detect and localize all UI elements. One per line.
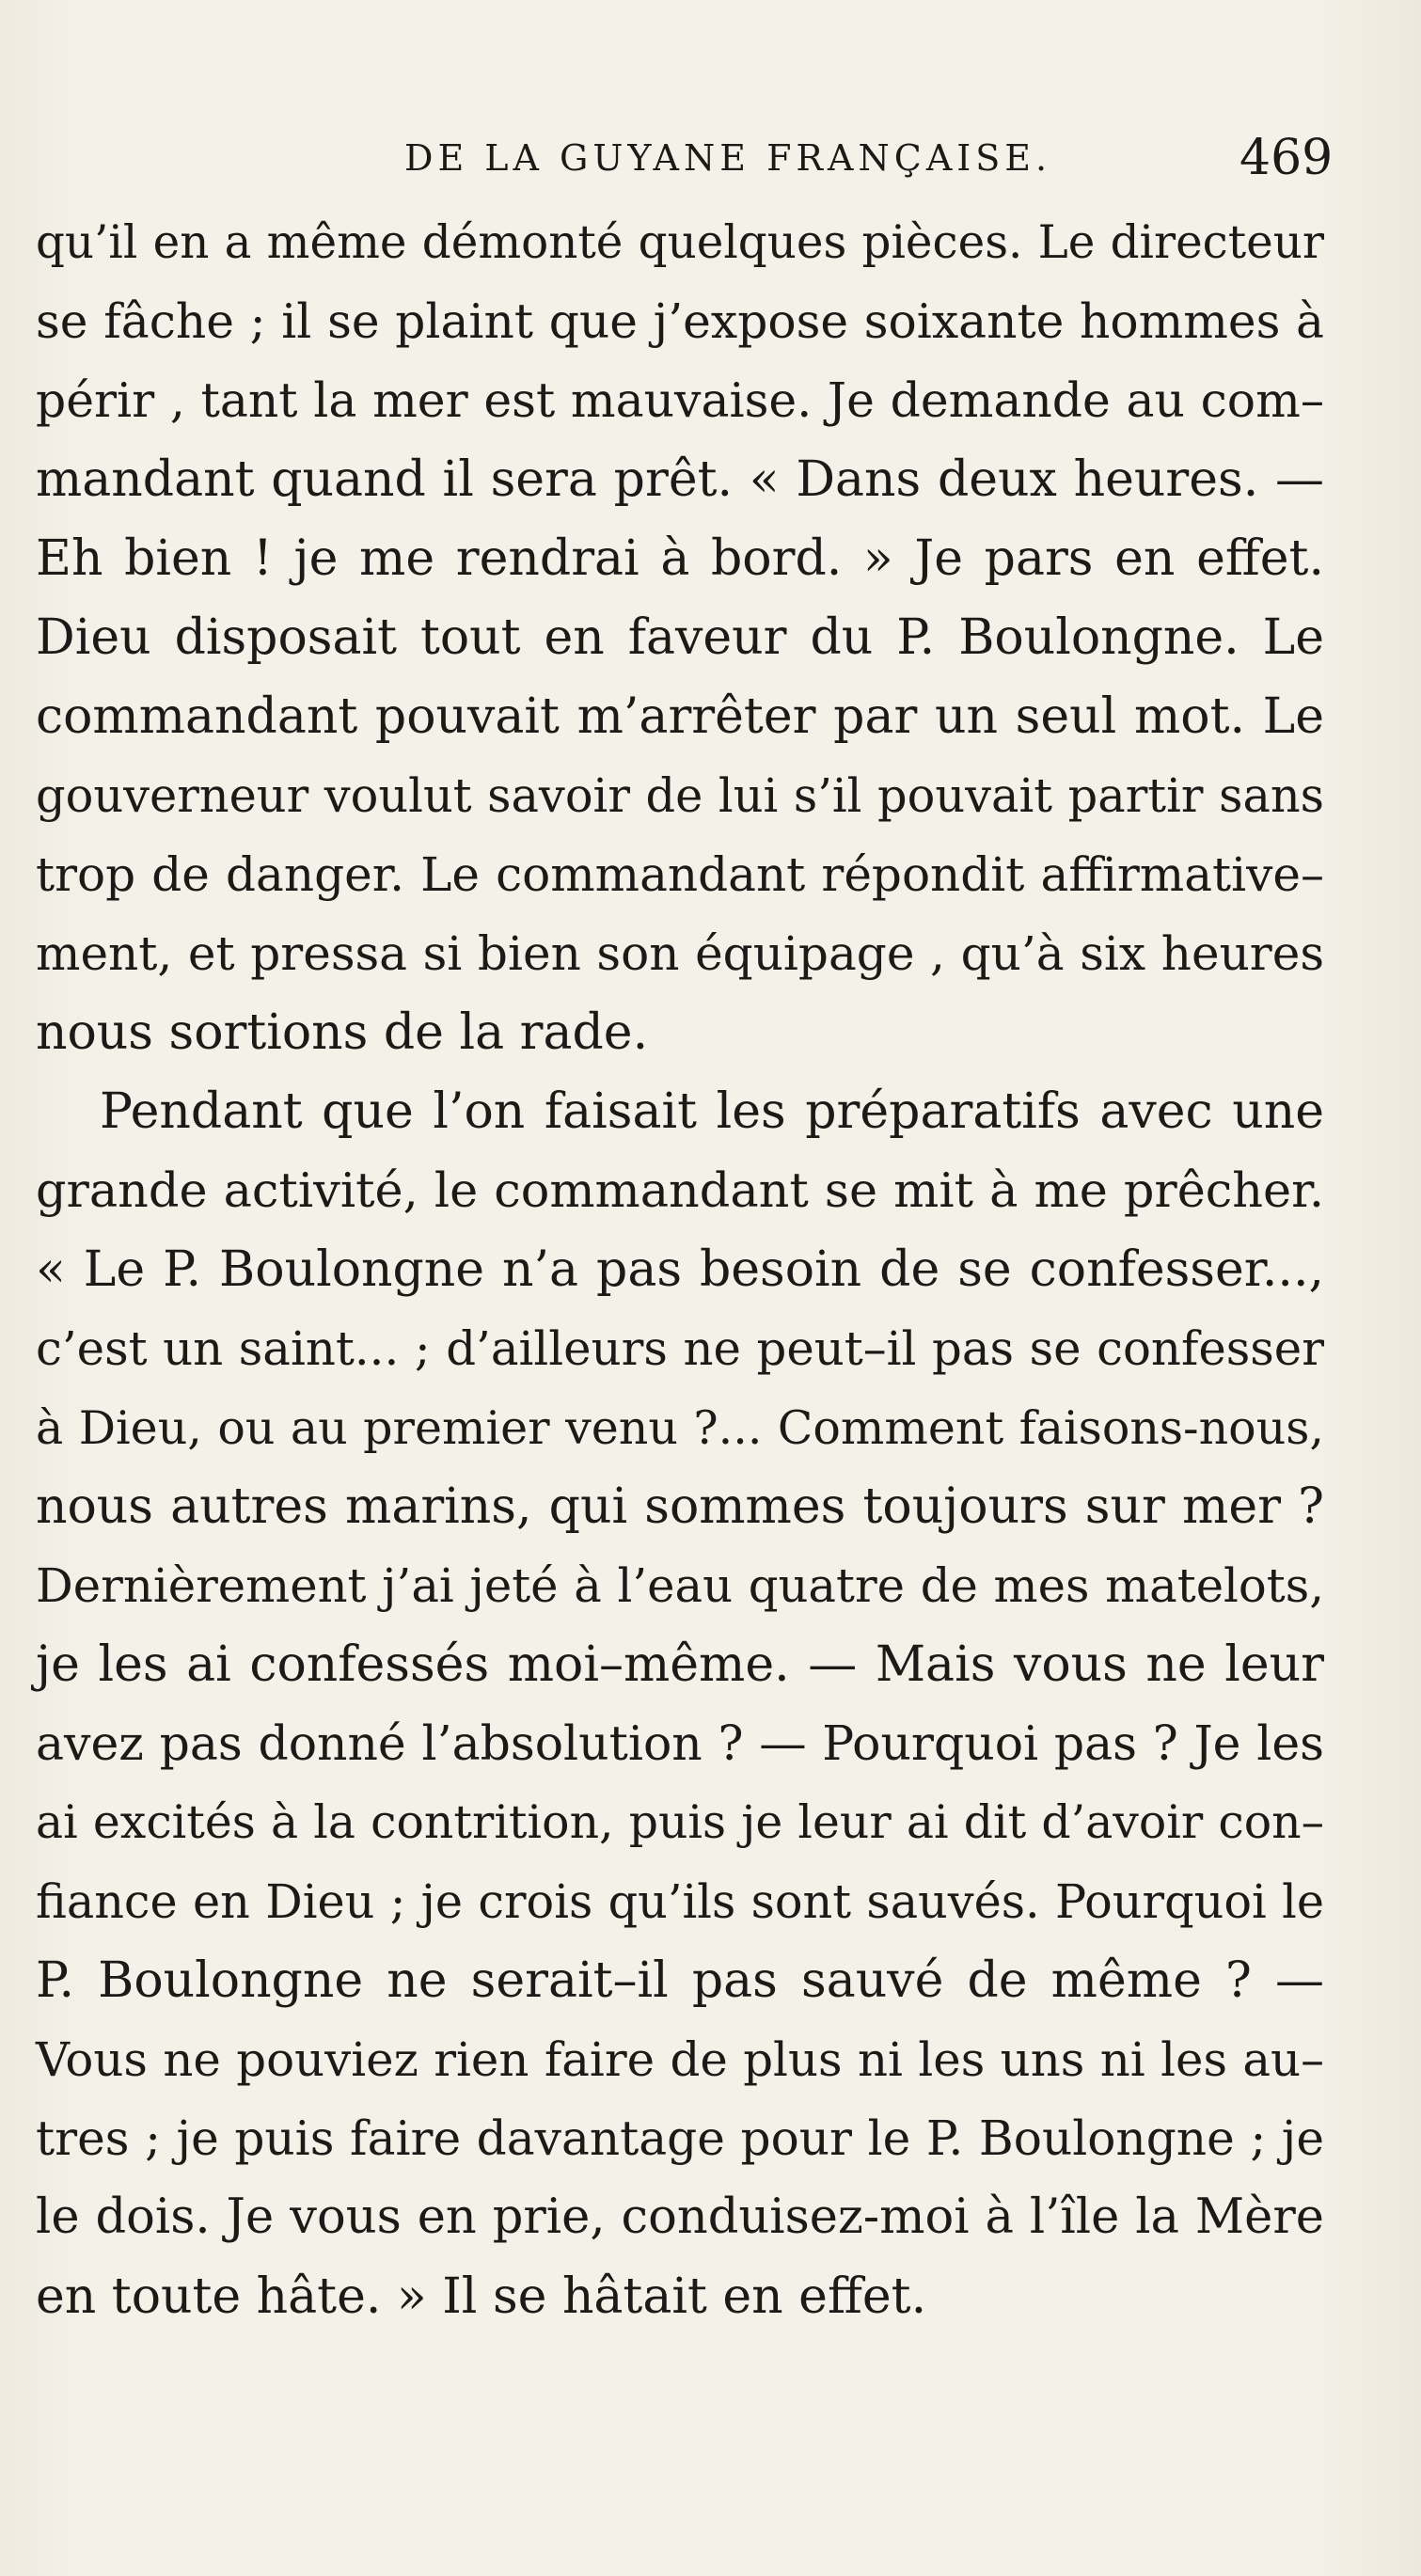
paragraph-2	[36, 1072, 1324, 2336]
text-line: Dernièrement j’ai jeté à l’eau quatre de mes matelots,	[36, 1558, 1324, 1613]
text-line: périr , tant la mer est mauvaise. Je demande au com–	[36, 372, 1324, 428]
text-line: P. Boulongne ne serait–il pas sauvé de même ? —	[36, 1952, 1324, 2009]
text-line: avez pas donné l’absolution ? — Pourquoi pas ? Je les	[36, 1715, 1324, 1771]
text-line: c’est un saint... ; d’ailleurs ne peut–il pas se confesser	[36, 1321, 1324, 1376]
text-line: qu’il en a même démonté quelques pièces. Le directeur	[36, 216, 1324, 269]
text-line: mandant quand il sera prêt. « Dans deux heures. —	[36, 451, 1324, 508]
text-line: trop de danger. Le commandant répondit affirmative–	[36, 847, 1324, 902]
text-line: en toute hâte. » Il se hâtait en effet.	[36, 2268, 927, 2325]
text-line: le dois. Je vous en prie, conduisez-moi à l’île la Mère	[36, 2189, 1324, 2245]
text-line: tres ; je puis faire davantage pour le P. Boulongne ; je	[36, 2110, 1324, 2166]
text-line: à Dieu, ou au premier venu ?... Comment faisons-nous,	[36, 1400, 1324, 1455]
text-line: « Le P. Boulongne n’a pas besoin de se confesser...,	[36, 1241, 1324, 1298]
running-head	[0, 130, 1421, 186]
text-line: Eh bien ! je me rendrai à bord. » Je pars en effet.	[36, 530, 1324, 587]
text-line: commandant pouvait m’arrêter par un seul mot. Le	[36, 688, 1324, 745]
text-line: Pendant que l’on faisait les préparatifs avec une	[100, 1083, 1324, 1140]
text-line: gouverneur voulut savoir de lui s’il pouvait partir sans	[36, 768, 1324, 823]
text-line: ment, et pressa si bien son équipage , qu’à six heures	[36, 926, 1324, 981]
running-title: DE LA GUYANE FRANÇAISE.	[404, 137, 1052, 179]
text-line: nous autres marins, qui sommes toujours sur mer ?	[36, 1478, 1324, 1535]
text-line: se fâche ; il se plaint que j’expose soixante hommes à	[36, 293, 1324, 349]
text-line: nous sortions de la rade.	[36, 1004, 649, 1061]
text-line: je les ai confessés moi–même. — Mais vous ne leur	[36, 1636, 1324, 1693]
text-line: Dieu disposait tout en faveur du P. Boulongne. Le	[36, 609, 1324, 666]
page-number: 469	[1239, 130, 1334, 186]
text-line: Vous ne pouviez rien faire de plus ni les uns ni les au–	[36, 2032, 1324, 2087]
text-line: grande activité, le commandant se mit à me prêcher.	[36, 1162, 1324, 1218]
paragraph-1	[36, 203, 1324, 1072]
body-text	[36, 203, 1324, 2336]
text-line: ai excités à la contrition, puis je leur ai dit d’avoir con–	[36, 1795, 1324, 1849]
text-line: fiance en Dieu ; je crois qu’ils sont sauvés. Pourquoi le	[36, 1874, 1324, 1929]
